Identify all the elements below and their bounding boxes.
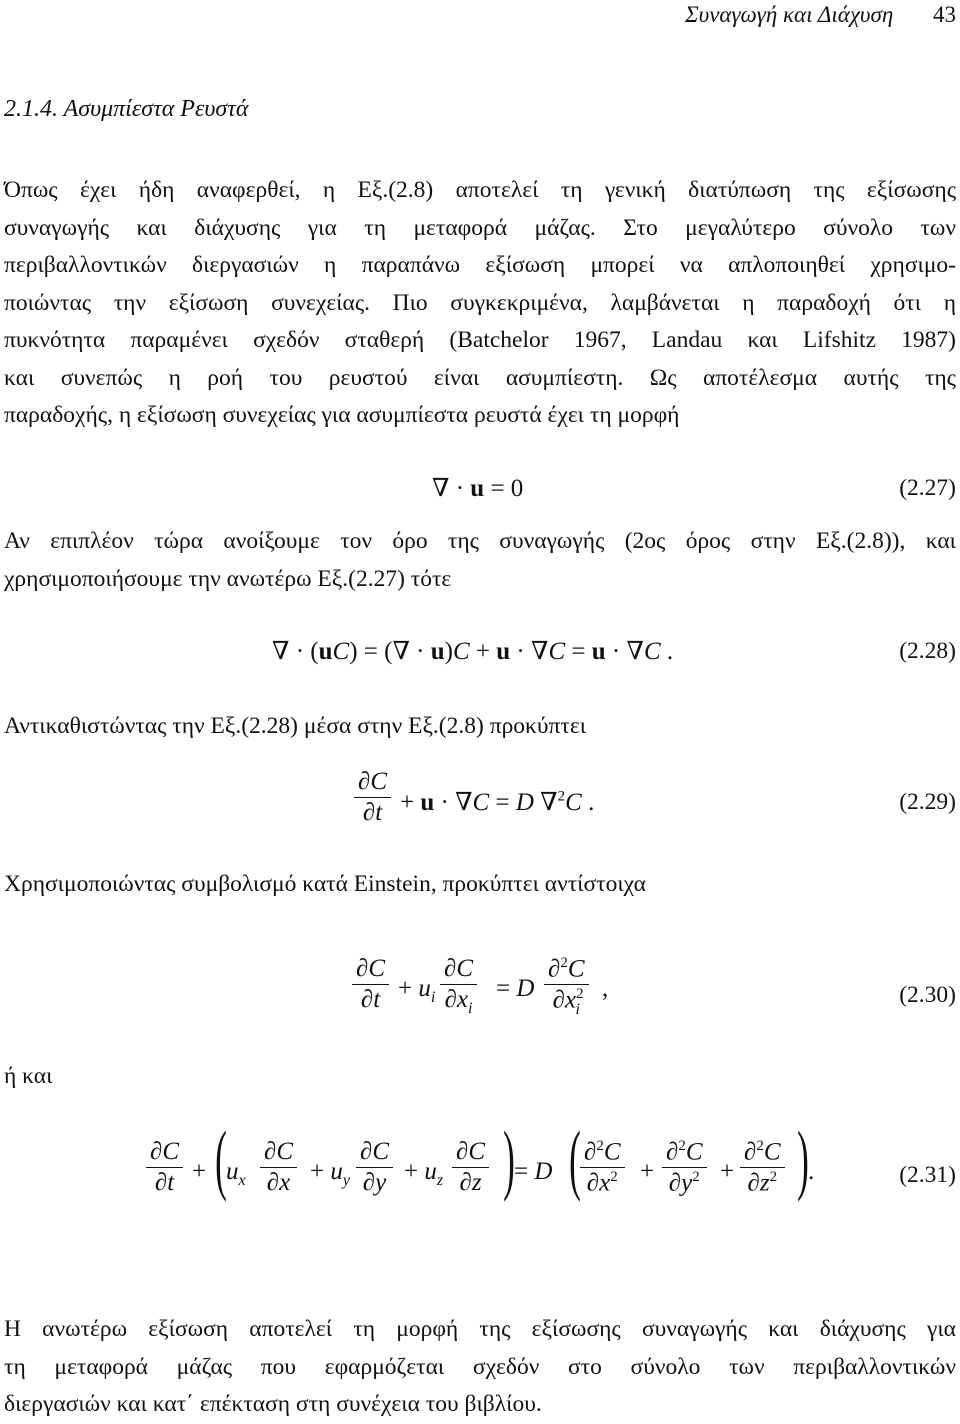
page-number: 43 — [933, 2, 956, 27]
paragraph-2 — [4, 523, 956, 598]
paragraph-line: Αν επιπλέον τώρα ανοίξουμε τον όρο της συναγωγής (2ος όρος στην Εξ.(2.8)), και — [4, 528, 956, 554]
running-title: Συναγωγή και Διάχυση — [684, 2, 894, 27]
paragraph-line: περιβαλλοντικών διεργασιών η παραπάνω εξίσωση μπορεί να απλοποιηθεί χρησιμο- — [4, 252, 956, 278]
right-paren: ) — [503, 1115, 515, 1202]
equation-term: + $u_z$ — [404, 1158, 444, 1189]
equation-term: + — [640, 1158, 655, 1185]
paragraph-4: Χρησιμοποιώντας συμβολισμό κατά Einstein, προκύπτει αντίστοιχα — [4, 871, 646, 897]
paragraph-line: παραδοχής, η εξίσωση συνεχείας για ασυμπίεστα ρευστά έχει τη μορφή — [4, 402, 680, 428]
equation-body: + u · ∇C = D ∇$^2$C . — [400, 788, 595, 816]
paragraph-line: συναγωγής και διάχυσης για τη μεταφορά μάζας. Στο μεγαλύτερο σύνολο των — [4, 214, 956, 241]
left-paren: ( — [569, 1115, 581, 1202]
fraction: ∂C ∂t — [352, 955, 389, 1014]
equation-number: (2.28) — [899, 638, 956, 664]
fraction: ∂C ∂t — [354, 768, 391, 827]
paragraph-line: πυκνότητα παραμένει σχεδόν σταθερή (Batchelor 1967, Landau και Lifshitz 1987) — [4, 327, 956, 353]
equation-number: (2.27) — [899, 475, 956, 501]
right-paren: ) — [797, 1115, 809, 1202]
paragraph-line: διεργασιών και κατ΄ επέκταση στη συνέχεια του βιβλίου. — [4, 1391, 542, 1417]
fraction: ∂C ∂x — [260, 1138, 297, 1197]
equation-term: $u_x$ — [226, 1158, 246, 1189]
equation-term: + $u_y$ — [310, 1158, 350, 1189]
paragraph-6 — [4, 1311, 956, 1424]
fraction: ∂C ∂t — [146, 1138, 183, 1197]
paragraph-line: και συνεπώς η ροή του ρευστού είναι ασυμπίεστη. Ως αποτέλεσμα αυτής της — [4, 364, 956, 391]
paragraph-line: τη μεταφορά μάζας που εφαρμόζεται σχεδόν στο σύνολο των περιβαλλοντικών — [4, 1353, 956, 1380]
fraction: ∂$^2$C $\partial y^2$ — [662, 1138, 707, 1198]
equation-term: + — [720, 1158, 735, 1185]
left-paren: ( — [215, 1115, 227, 1202]
paragraph-3: Αντικαθιστώντας την Εξ.(2.28) μέσα στην Εξ.(2.8) προκύπτει — [4, 713, 587, 739]
equation-term: = D — [514, 1158, 553, 1185]
equation-term: + — [192, 1158, 207, 1185]
paragraph-line: Η ανωτέρω εξίσωση αποτελεί τη μορφή της εξίσωσης συναγωγής και διάχυσης για — [4, 1316, 956, 1342]
fraction: ∂$^2$C $\partial x^2$ — [580, 1138, 625, 1198]
equation-term: + $u_i$ — [398, 975, 436, 1006]
paragraph-line: Όπως έχει ήδη αναφερθεί, η Εξ.(2.8) αποτελεί τη γενική διατύπωση της εξίσωσης — [4, 177, 956, 203]
running-header — [685, 2, 956, 28]
paragraph-1 — [4, 172, 956, 435]
paragraph-5: ή και — [4, 1063, 53, 1089]
equation-number: (2.29) — [899, 789, 956, 815]
equation-number: (2.31) — [899, 1162, 956, 1188]
section-heading: 2.1.4. Ασυμπίεστα Ρευστά — [4, 96, 249, 122]
fraction: ∂C ∂y — [356, 1138, 393, 1197]
equation-term: , — [602, 975, 609, 1002]
equation-term: = D — [496, 975, 535, 1002]
fraction: ∂C $\partial x_i$ — [440, 955, 477, 1018]
fraction: ∂C ∂z — [452, 1138, 489, 1197]
equation-number: (2.30) — [899, 982, 956, 1008]
paragraph-line: ποιώντας την εξίσωση συνεχείας. Πιο συγκεκριμένα, λαμβάνεται η παραδοχή ότι η — [4, 289, 956, 316]
fraction: ∂$^2$C $\partial z^2$ — [740, 1138, 785, 1198]
paragraph-line: χρησιμοποιήσουμε την ανωτέρω Εξ.(2.27) τότε — [4, 565, 452, 592]
equation-2-28: ∇ · (uC) = (∇ · u)C + u · ∇C = u · ∇C . — [272, 638, 674, 665]
equation-2-27: ∇ · u = 0 — [432, 475, 524, 502]
equation-term: . — [808, 1158, 815, 1185]
fraction: ∂$^2$C $\partial x^2_i$ — [544, 955, 589, 1019]
